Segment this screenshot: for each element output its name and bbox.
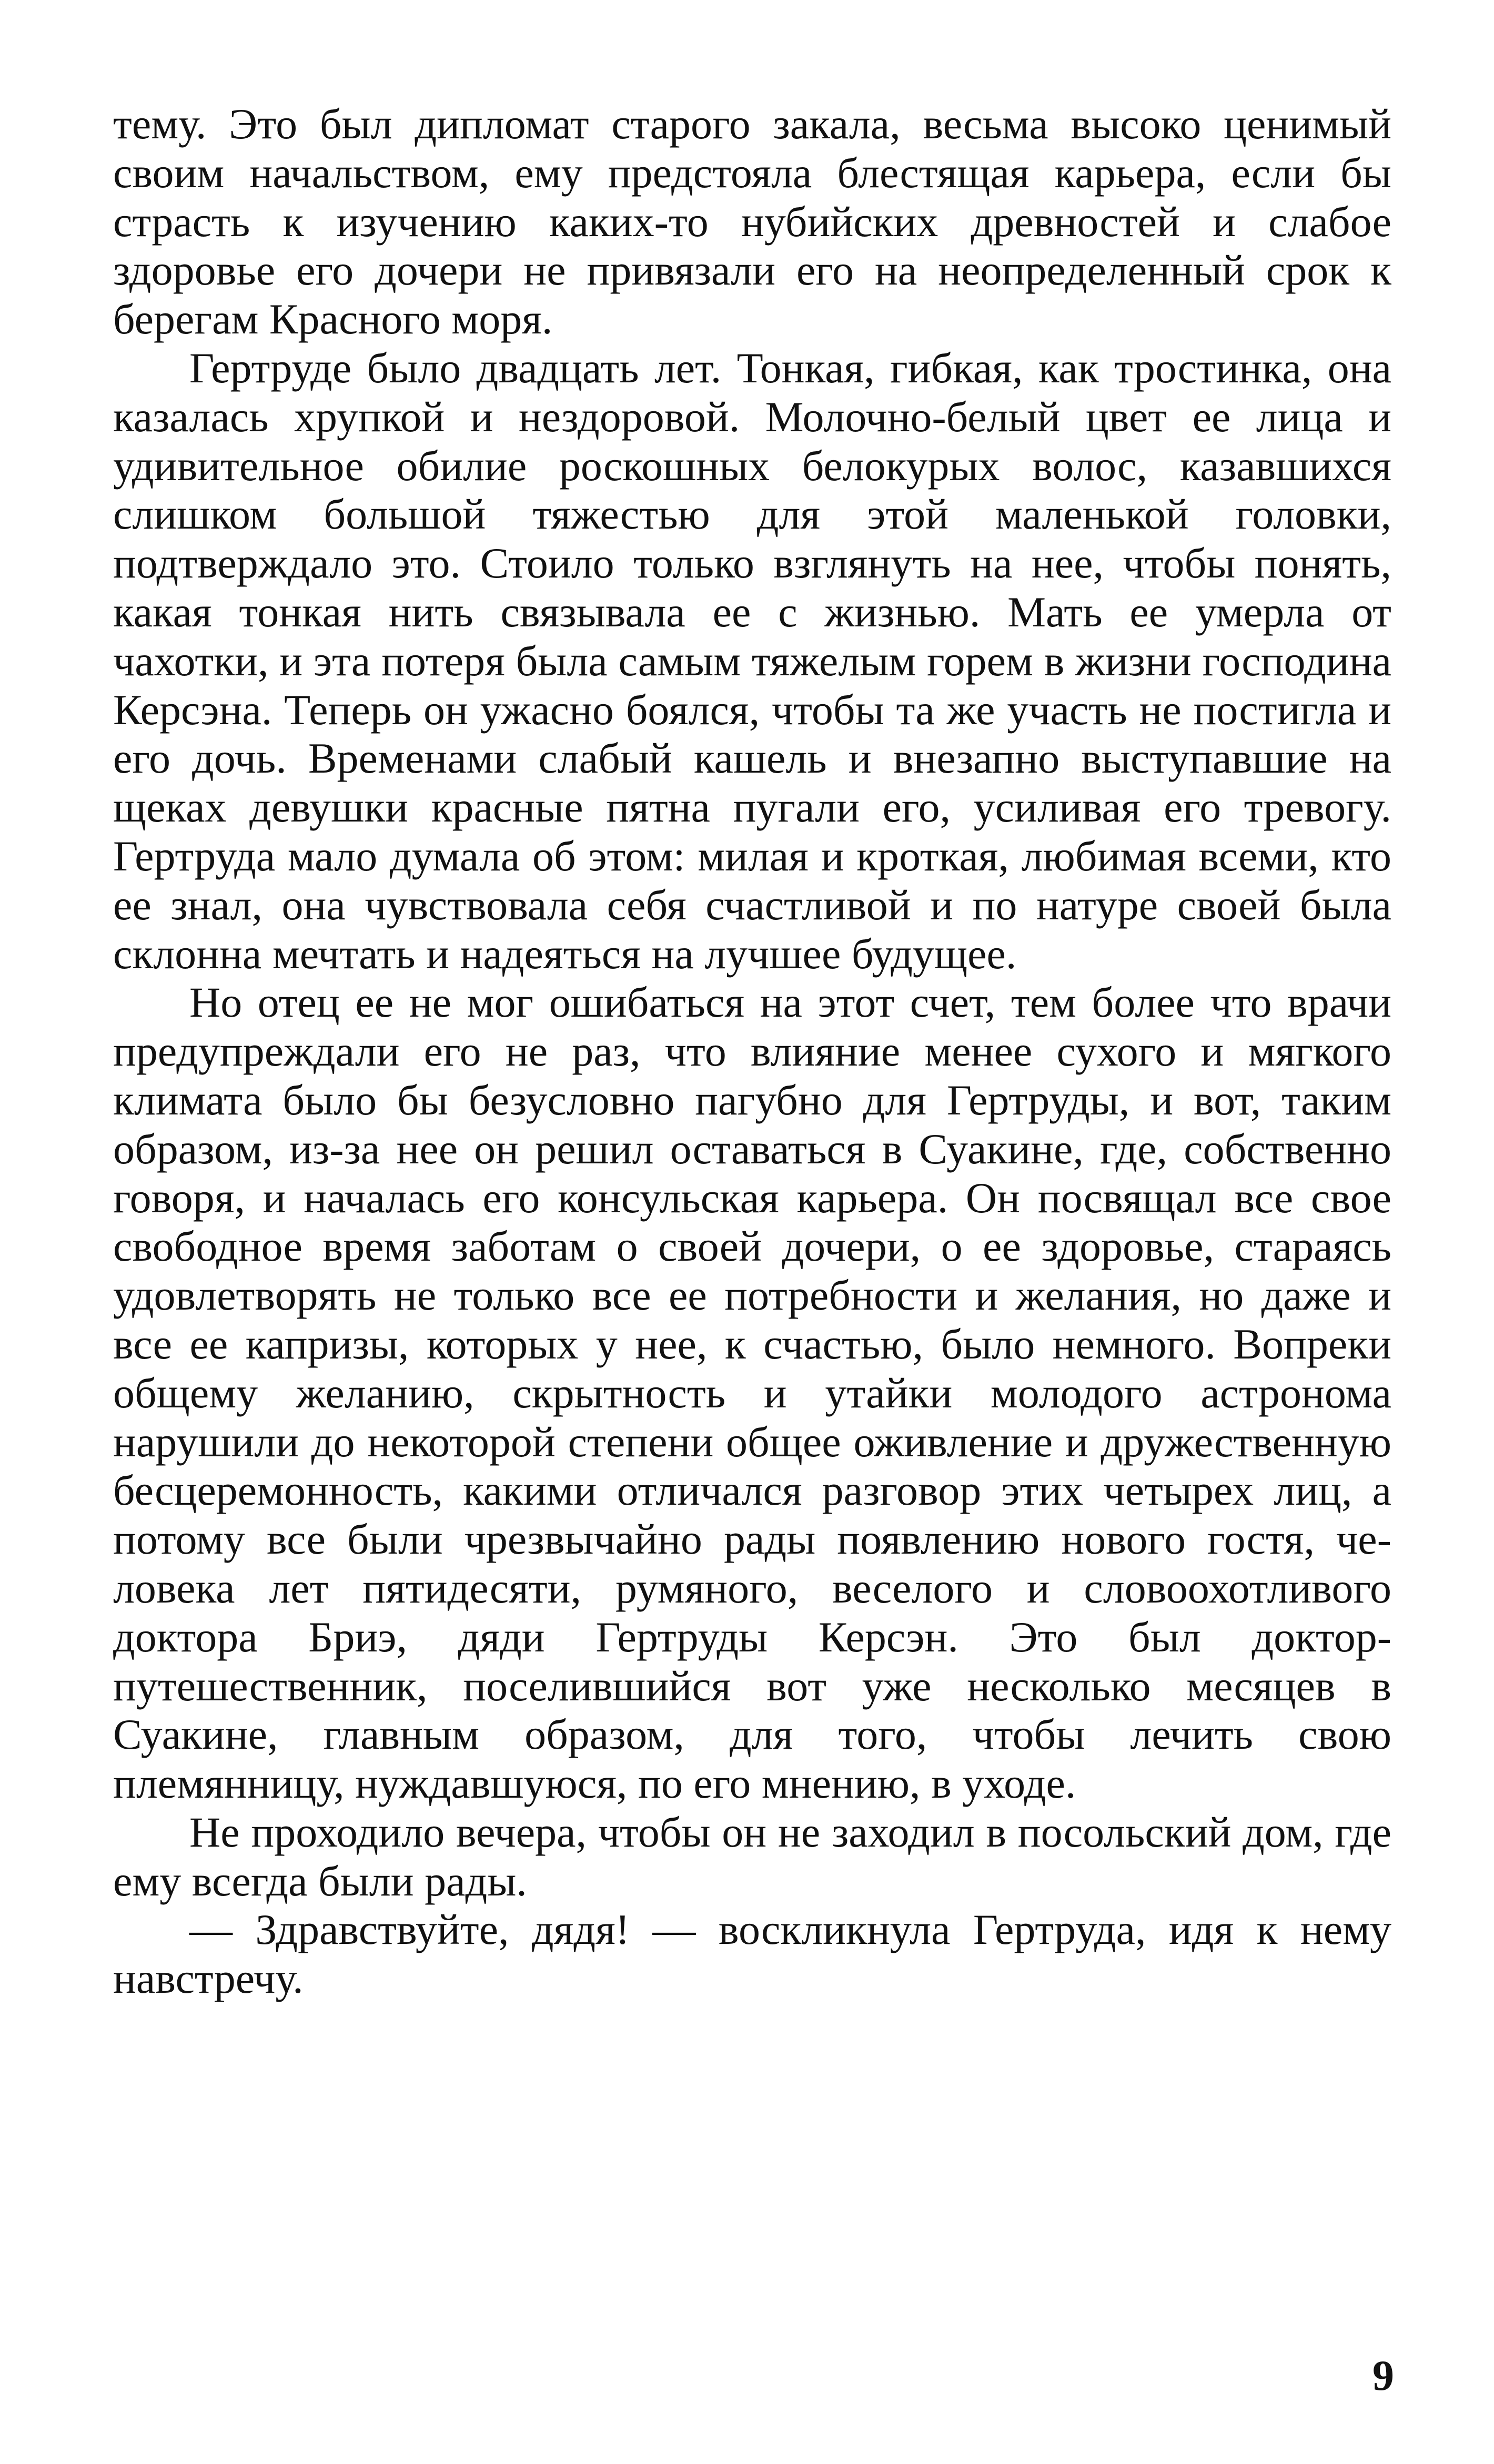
paragraph-4: Не проходило вечера, чтобы он не заходил в посольский дом, где ему всегда были рады.	[113, 1808, 1391, 1905]
page-number: 9	[1372, 2351, 1394, 2399]
paragraph-3: Но отец ее не мог ошибаться на этот счет, тем более что врачи предупреждали его не раз, что влияние менее сухого и мягкого климата было бы безусловно пагубно для Гертруды, и вот, таким образом, из-за нее он решил оставаться в Суакине, где, собственно говоря, и началась его консульская карьера. Он посвящал все свое свободное время заботам о своей дочери, о ее здоровье, стараясь удовлетворять не только все ее потребности и желания, но даже и все ее капризы, которых у нее, к счастью, было немного. Вопреки общему желанию, скрытность и утайки молодого астронома нарушили до некоторой степени общее оживление и дружественную бесцеремонность, какими отличался разговор этих четырех лиц, а потому все были чрезвычайно рады появлению нового гостя, человека лет пятидесяти, румяного, веселого и словоохотливого доктора Бриэ, дяди Гертруды Керсэн. Это был доктор-путешественник, поселившийся вот уже несколько месяцев в Суакине, главным образом, для того, чтобы лечить свою племянницу, нуждавшуюся, по его мнению, в уходе.	[113, 978, 1391, 1808]
page-body	[113, 100, 1391, 2003]
paragraph-2: Гертруде было двадцать лет. Тонкая, гибкая, как тростинка, она казалась хрупкой и нездоровой. Молочно-белый цвет ее лица и удивительное обилие роскошных белокурых волос, казавшихся слишком большой тяжестью для этой маленькой головки, подтверждало это. Стоило только взглянуть на нее, чтобы понять, какая тонкая нить связывала ее с жизнью. Мать ее умерла от чахотки, и эта потеря была самым тяжелым горем в жизни господина Керсэна. Теперь он ужасно боялся, чтобы та же участь не постигла и его дочь. Временами слабый кашель и внезапно выступавшие на щеках девушки красные пятна пугали его, усиливая его тревогу. Гертруда мало думала об этом: милая и кроткая, любимая всеми, кто ее знал, она чувствовала себя счастливой и по натуре своей была склонна мечтать и надеяться на лучшее будущее.	[113, 343, 1391, 978]
paragraph-1: тему. Это был дипломат старого закала, весьма высоко ценимый своим начальством, ему предстояла блестящая карьера, если бы страсть к изучению каких-то нубийских древностей и слабое здоровье его дочери не привязали его на неопределенный срок к берегам Красного моря.	[113, 100, 1391, 343]
paragraph-5: — Здравствуйте, дядя! — воскликнула Гертруда, идя к нему навстречу.	[113, 1905, 1391, 2003]
